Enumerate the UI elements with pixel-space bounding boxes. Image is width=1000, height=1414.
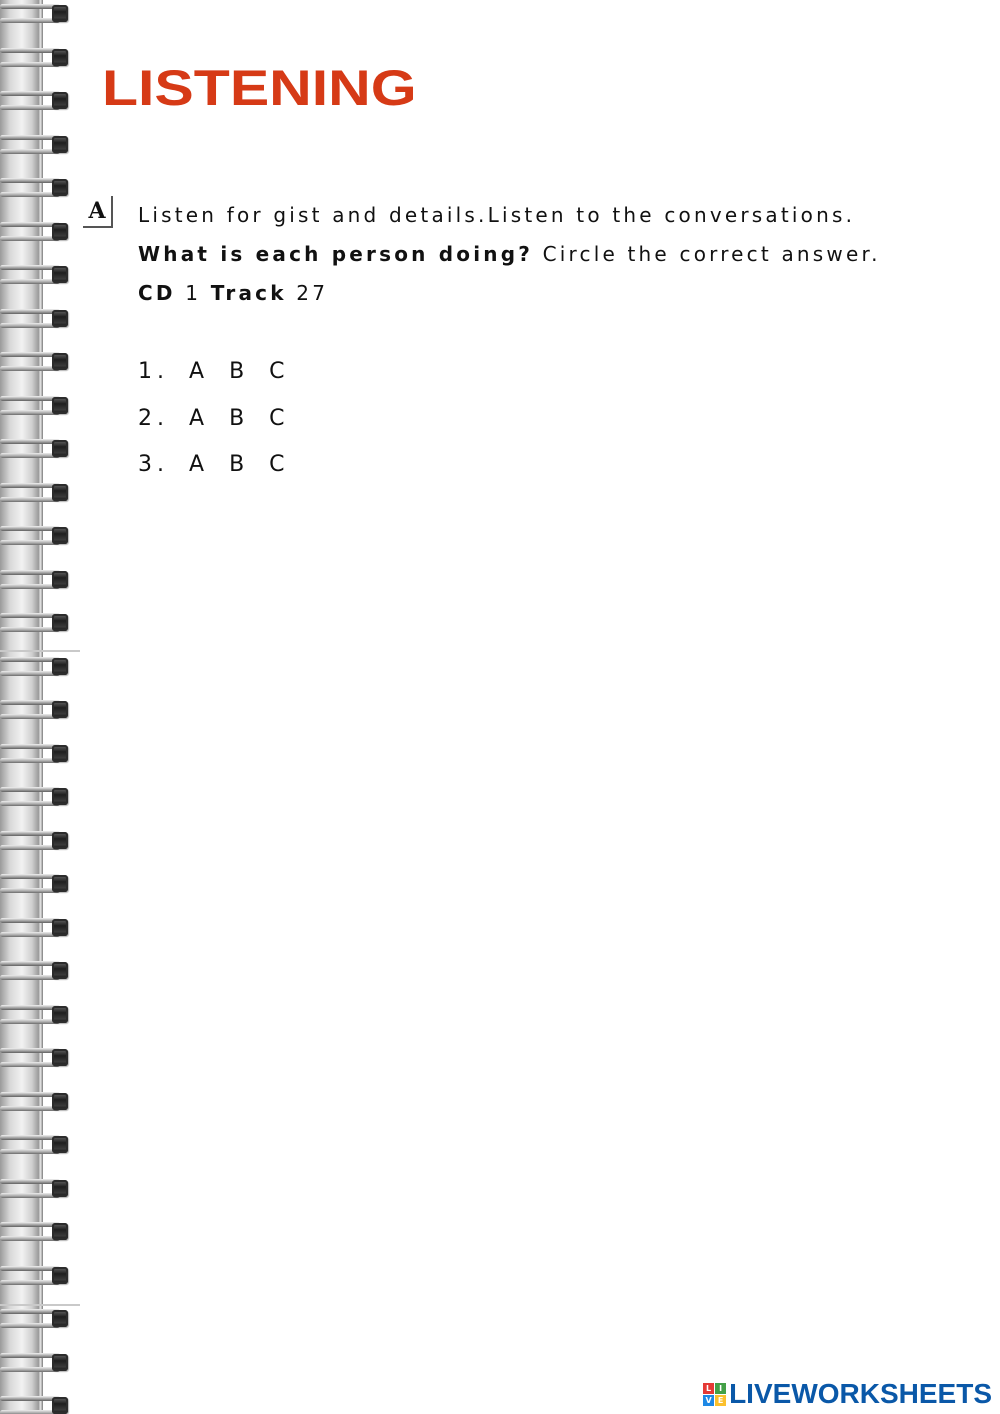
track-label: Track	[210, 281, 287, 305]
page-title: LISTENING	[102, 60, 417, 116]
spiral-coil	[0, 783, 78, 813]
spiral-coil	[0, 870, 78, 900]
instructions	[138, 196, 988, 313]
answer-option-a[interactable]: A	[189, 452, 210, 477]
answer-option-c[interactable]: C	[269, 405, 290, 431]
section-badge: A	[83, 196, 113, 228]
instruction-question: What is each person doing?	[138, 242, 534, 266]
spiral-coil	[0, 87, 78, 117]
spiral-coil	[0, 914, 78, 944]
spiral-coil	[0, 174, 78, 204]
spiral-binding	[0, 0, 80, 1414]
spiral-coil	[0, 653, 78, 683]
instruction-line-2	[138, 235, 988, 274]
logo-letter-v: V	[703, 1395, 714, 1406]
answer-row	[138, 442, 298, 489]
answer-number: 2.	[138, 405, 169, 431]
track-cd-number: 1	[185, 281, 202, 305]
spiral-coil	[0, 348, 78, 378]
spiral-coil	[0, 305, 78, 335]
answer-row	[138, 349, 298, 396]
spiral-coil	[0, 479, 78, 509]
track-info	[138, 274, 988, 313]
logo-letter-i: I	[715, 1383, 726, 1394]
spiral-coil	[0, 1218, 78, 1248]
spiral-coil	[0, 1088, 78, 1118]
spiral-coil	[0, 435, 78, 465]
answer-option-c[interactable]: C	[269, 452, 290, 477]
answer-option-b[interactable]: B	[229, 359, 250, 384]
spiral-coil	[0, 609, 78, 639]
binding-divider	[0, 1304, 80, 1306]
spiral-coil	[0, 957, 78, 987]
spiral-coil	[0, 1349, 78, 1379]
answer-number: 3.	[138, 452, 169, 477]
logo-letter-e: E	[715, 1395, 726, 1406]
spiral-coil	[0, 740, 78, 770]
spiral-coil	[0, 696, 78, 726]
instruction-line-1: Listen for gist and details.Listen to the conversations.	[138, 203, 856, 227]
answer-option-b[interactable]: B	[229, 452, 250, 477]
answer-option-a[interactable]: A	[189, 405, 210, 431]
brand-name: LIVEWORKSHEETS	[729, 1378, 992, 1409]
spiral-coil	[0, 1262, 78, 1292]
spiral-coil	[0, 1392, 78, 1414]
track-number: 27	[296, 281, 329, 305]
spiral-coil	[0, 566, 78, 596]
binding-divider	[0, 650, 80, 652]
answer-option-a[interactable]: A	[189, 359, 210, 384]
liveworksheets-brand[interactable]	[703, 1378, 992, 1410]
track-cd: CD	[138, 281, 176, 305]
spiral-coil	[0, 1305, 78, 1335]
answer-number: 1.	[138, 359, 169, 384]
spiral-coil	[0, 131, 78, 161]
answer-row	[138, 396, 298, 443]
answer-option-b[interactable]: B	[229, 405, 250, 431]
instruction-rest: Circle the correct answer.	[542, 242, 881, 266]
spiral-coil	[0, 218, 78, 248]
logo-letter-l: L	[703, 1383, 714, 1394]
spiral-coil	[0, 827, 78, 857]
spiral-coil	[0, 392, 78, 422]
liveworksheets-logo-icon	[703, 1383, 726, 1406]
spiral-coil	[0, 1175, 78, 1205]
spiral-coil	[0, 0, 78, 30]
answer-option-c[interactable]: C	[269, 359, 290, 384]
spiral-coil	[0, 261, 78, 291]
spiral-coil	[0, 1131, 78, 1161]
spiral-coil	[0, 522, 78, 552]
spiral-coil	[0, 44, 78, 74]
spiral-coil	[0, 1001, 78, 1031]
answer-list	[138, 349, 298, 489]
spiral-coil	[0, 1044, 78, 1074]
